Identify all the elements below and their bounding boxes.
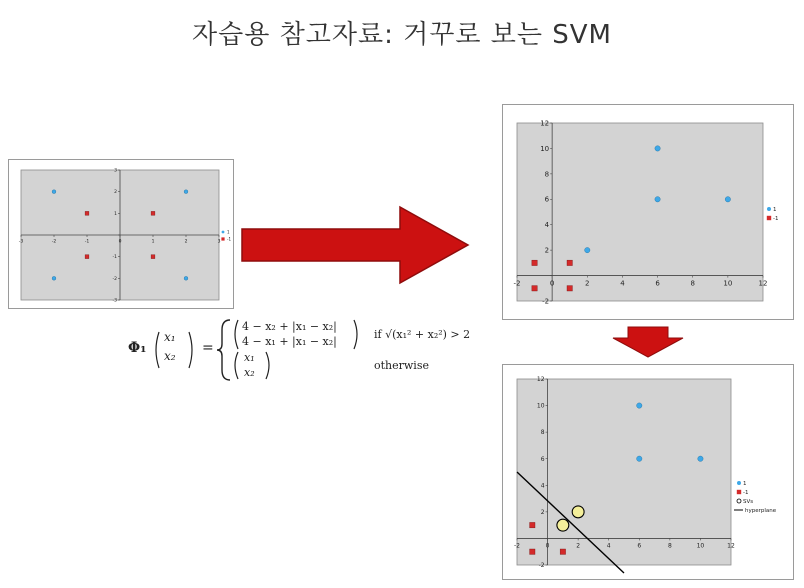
legend-label: hyperplane	[745, 508, 777, 514]
legend-positive-swatch	[737, 481, 741, 485]
negative-class-point	[530, 522, 535, 527]
y-tick-label: -2	[538, 562, 545, 570]
legend-label: -1	[227, 236, 231, 242]
formula-equals: =	[202, 340, 214, 356]
formula-case2-line2: x₂	[244, 366, 255, 379]
formula-case1-line2: 4 − x₁ + |x₁ − x₂|	[242, 335, 337, 348]
x-tick-label: 1	[151, 239, 155, 245]
hyperplane-chart	[503, 365, 793, 579]
formula-case2-line1: x₁	[244, 351, 255, 364]
x-tick-label: 8	[667, 542, 672, 550]
y-tick-label: 4	[544, 221, 550, 230]
x-tick-label: 10	[696, 542, 705, 550]
negative-class-point	[532, 260, 537, 265]
x-tick-label: 6	[655, 279, 660, 288]
y-tick-label: 2	[540, 508, 545, 516]
x-tick-label: 3	[217, 239, 221, 245]
y-tick-label: 10	[540, 144, 550, 153]
formula-case2-condition: otherwise	[374, 359, 429, 372]
support-vector-marker	[557, 519, 569, 531]
y-tick-label: 6	[540, 455, 545, 463]
x-tick-label: 10	[723, 279, 733, 288]
legend-negative-swatch	[737, 490, 741, 494]
x-tick-label: 4	[620, 279, 625, 288]
legend-label: 1	[227, 229, 230, 235]
x-tick-label: 6	[637, 542, 642, 550]
y-tick-label: 12	[536, 376, 545, 384]
x-tick-label: 2	[576, 542, 581, 550]
plot-area	[517, 123, 763, 301]
positive-class-point	[655, 146, 660, 151]
y-tick-label: 12	[540, 119, 550, 128]
positive-class-point	[585, 247, 590, 252]
x-tick-label: 12	[727, 542, 735, 550]
formula-input-x2: x₂	[164, 349, 176, 363]
negative-class-point	[567, 260, 572, 265]
y-tick-label: 4	[540, 482, 545, 490]
positive-class-point	[655, 197, 660, 202]
hyperplane-chart-frame	[502, 364, 794, 580]
legend-label: -1	[773, 216, 779, 222]
negative-class-point	[85, 255, 89, 259]
y-tick-label: -2	[112, 276, 117, 282]
legend-positive-swatch	[222, 231, 225, 234]
legend-label: 1	[743, 481, 747, 487]
x-tick-label: 4	[606, 542, 611, 550]
positive-class-point	[637, 456, 642, 461]
y-tick-label: 2	[544, 246, 550, 255]
y-tick-label: -2	[542, 297, 550, 306]
positive-class-point	[637, 403, 642, 408]
transformed-space-chart-frame	[502, 104, 794, 320]
original-space-chart-frame	[8, 159, 234, 309]
x-tick-label: -2	[513, 279, 521, 288]
mapping-formula	[128, 318, 488, 382]
original-space-chart	[9, 160, 233, 308]
negative-class-point	[151, 255, 155, 259]
x-tick-label: 2	[184, 239, 188, 245]
formula-case1-line1: 4 − x₂ + |x₁ − x₂|	[242, 320, 337, 333]
formula-phi: Φ₁	[128, 340, 147, 356]
right-arrow-icon	[240, 205, 472, 285]
positive-class-point	[184, 276, 188, 280]
negative-class-point	[151, 211, 155, 215]
x-tick-label: 0	[549, 279, 555, 288]
legend-label: -1	[743, 490, 749, 496]
positive-class-point	[52, 190, 56, 194]
y-tick-label: -1	[112, 255, 117, 261]
y-tick-label: 1	[114, 211, 117, 217]
legend-sv-swatch	[737, 499, 741, 503]
x-tick-label: -1	[84, 239, 90, 245]
formula-input-x1: x₁	[164, 330, 176, 344]
y-tick-label: 8	[544, 170, 550, 179]
positive-class-point	[184, 190, 188, 194]
positive-class-point	[52, 276, 56, 280]
y-tick-label: 8	[540, 429, 545, 437]
legend-positive-swatch	[767, 207, 771, 211]
x-tick-label: -3	[18, 239, 24, 245]
formula-case1-condition: if √(x₁² + x₂²) > 2	[374, 328, 471, 341]
x-tick-label: 0	[118, 239, 122, 245]
y-tick-label: 6	[544, 195, 550, 204]
support-vector-marker	[572, 506, 584, 518]
x-tick-label: -2	[51, 239, 57, 245]
legend-negative-swatch	[767, 216, 771, 220]
negative-class-point	[560, 549, 565, 554]
negative-class-point	[567, 286, 572, 291]
x-tick-label: 2	[585, 279, 590, 288]
x-tick-label: 8	[690, 279, 695, 288]
plot-area	[517, 379, 731, 565]
legend-label: 1	[773, 207, 777, 213]
x-tick-label: 0	[545, 542, 550, 550]
y-tick-label: -3	[112, 298, 117, 304]
transformed-space-chart	[503, 105, 793, 319]
down-arrow-icon	[612, 326, 684, 358]
positive-class-point	[725, 197, 730, 202]
y-tick-label: 3	[114, 168, 117, 174]
positive-class-point	[698, 456, 703, 461]
legend-negative-swatch	[221, 237, 224, 240]
negative-class-point	[530, 549, 535, 554]
y-tick-label: 2	[114, 190, 117, 196]
y-tick-label: 10	[536, 402, 545, 410]
page-title: 자습용 참고자료: 거꾸로 보는 SVM	[192, 20, 612, 50]
x-tick-label: -2	[514, 542, 520, 550]
negative-class-point	[85, 211, 89, 215]
negative-class-point	[532, 286, 537, 291]
x-tick-label: 12	[758, 279, 768, 288]
legend-label: SVs	[743, 499, 754, 505]
